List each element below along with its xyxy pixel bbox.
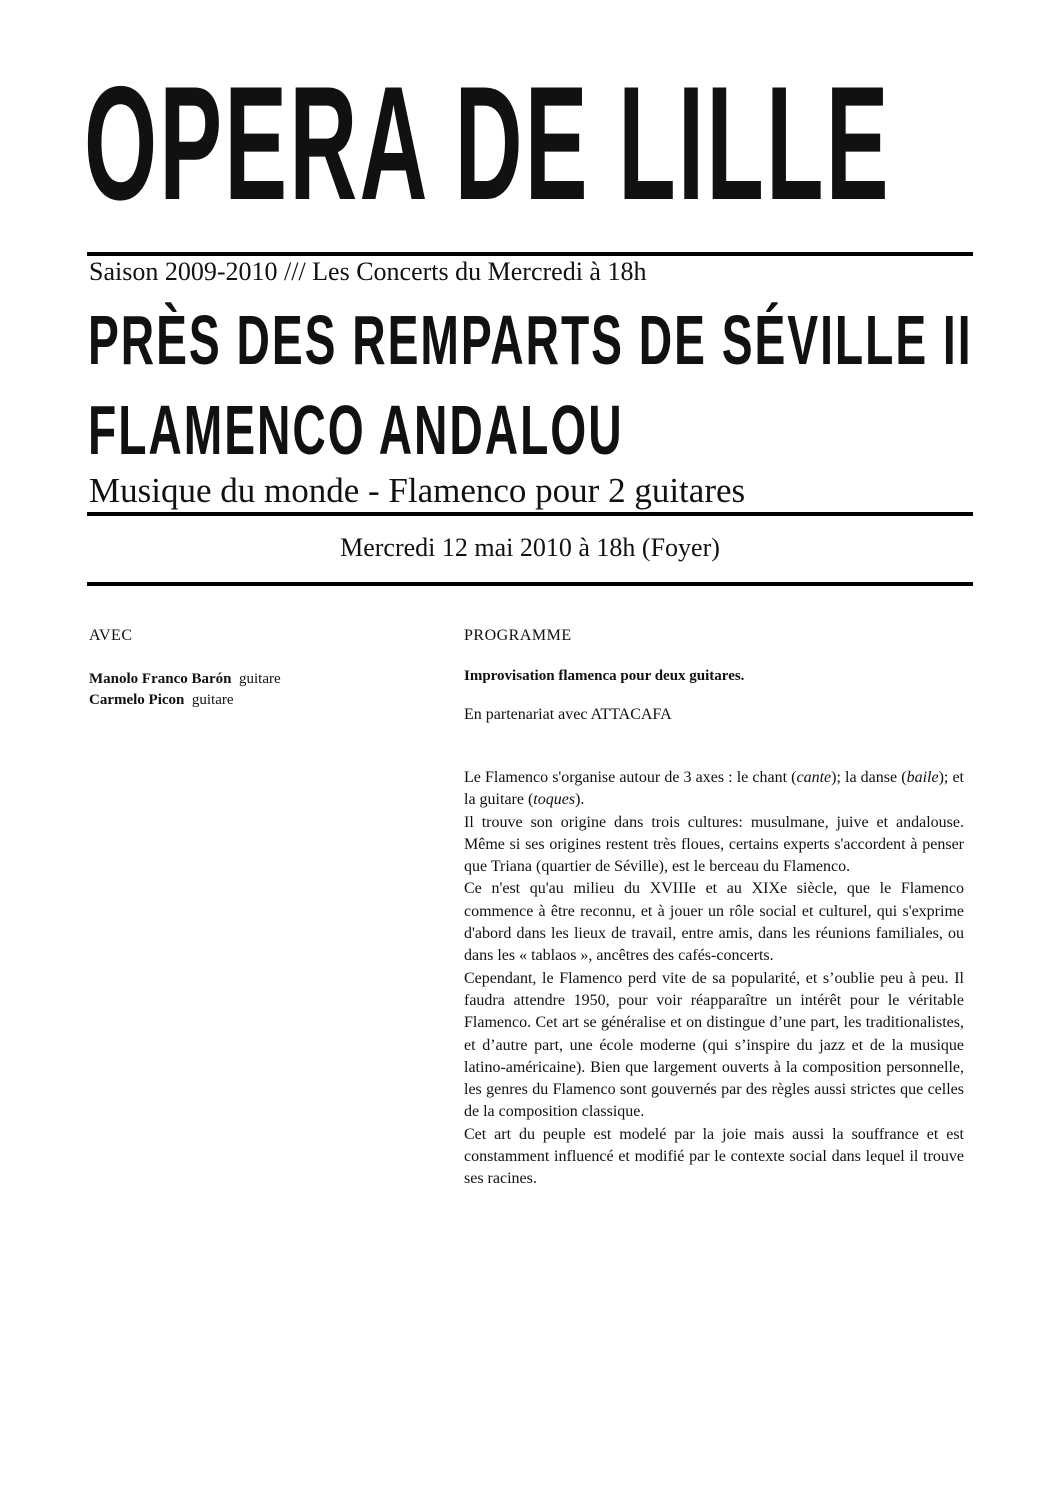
programme-paragraph: Le Flamenco s'organise autour de 3 axes : le chant (cante); la danse (baile); et la guitare (toques). — [464, 769, 964, 809]
performer-row — [89, 690, 234, 711]
programme-paragraph: Ce n'est qu'au milieu du XVIIIe et au XIXe siècle, que le Flamenco commence à être reconnu, et à jouer un rôle social et culturel, qui s'exprime d'abord dans les lieux de travail, entre amis, dans les réunions familiales, ou dans les « tablaos », ancêtres des cafés-concerts. — [464, 880, 964, 965]
programme-paragraph: Cependant, le Flamenco perd vite de sa popularité, et s’oublie peu à peu. Il faudra attendre 1950, pour voir réapparaître un intérêt pour le véritable Flamenco. Cet art se généralise et on distingue d’une part, les traditionalistes, et d’autre part, une école moderne (qui s’inspire du jazz et de la musique latino-américaine). Bien que largement ouverts à la composition personnelle, les genres du Flamenco sont gouvernés par des règles aussi strictes que celles de la composition classique. — [464, 969, 964, 1121]
performer-name: Carmelo Picon — [89, 692, 185, 708]
concert-date: Mercredi 12 mai 2010 à 18h (Foyer) — [340, 533, 720, 562]
season-line: Saison 2009-2010 /// Les Concerts du Mercredi à 18h — [89, 257, 647, 286]
programme-paragraph: Il trouve son origine dans trois cultures: musulmane, juive et andalouse. Même si ses origines restent très floues, certains experts s'accordent à penser que Triana (quartier de Séville), est le berceau du Flamenco. — [464, 813, 964, 876]
programme-work: Improvisation flamenca pour deux guitares. — [464, 668, 745, 684]
concert-subtitle-heading: FLAMENCO ANDALOU — [88, 391, 624, 469]
performer-name: Manolo Franco Barón — [89, 671, 232, 687]
performer-role: guitare — [191, 692, 234, 708]
divider-bottom — [87, 582, 973, 586]
programme-paragraph: Cet art du peuple est modelé par la joie mais aussi la souffrance et est constamment influencé et modifié par le contexte social dans lequel il trouve ses racines. — [464, 1125, 964, 1188]
performer-row — [89, 669, 281, 690]
partnership-note: En partenariat avec ATTACAFA — [464, 706, 672, 723]
divider-mid — [87, 512, 973, 516]
performer-role: guitare — [239, 671, 281, 687]
avec-label: AVEC — [89, 627, 133, 644]
programme-label: PROGRAMME — [464, 627, 572, 644]
programme-notes — [464, 767, 964, 1191]
masthead: OPERA DE LILLE — [84, 53, 891, 234]
genre-line: Musique du monde - Flamenco pour 2 guitares — [89, 471, 746, 510]
concert-title: PRÈS DES REMPARTS DE SÉVILLE II — [88, 301, 973, 379]
